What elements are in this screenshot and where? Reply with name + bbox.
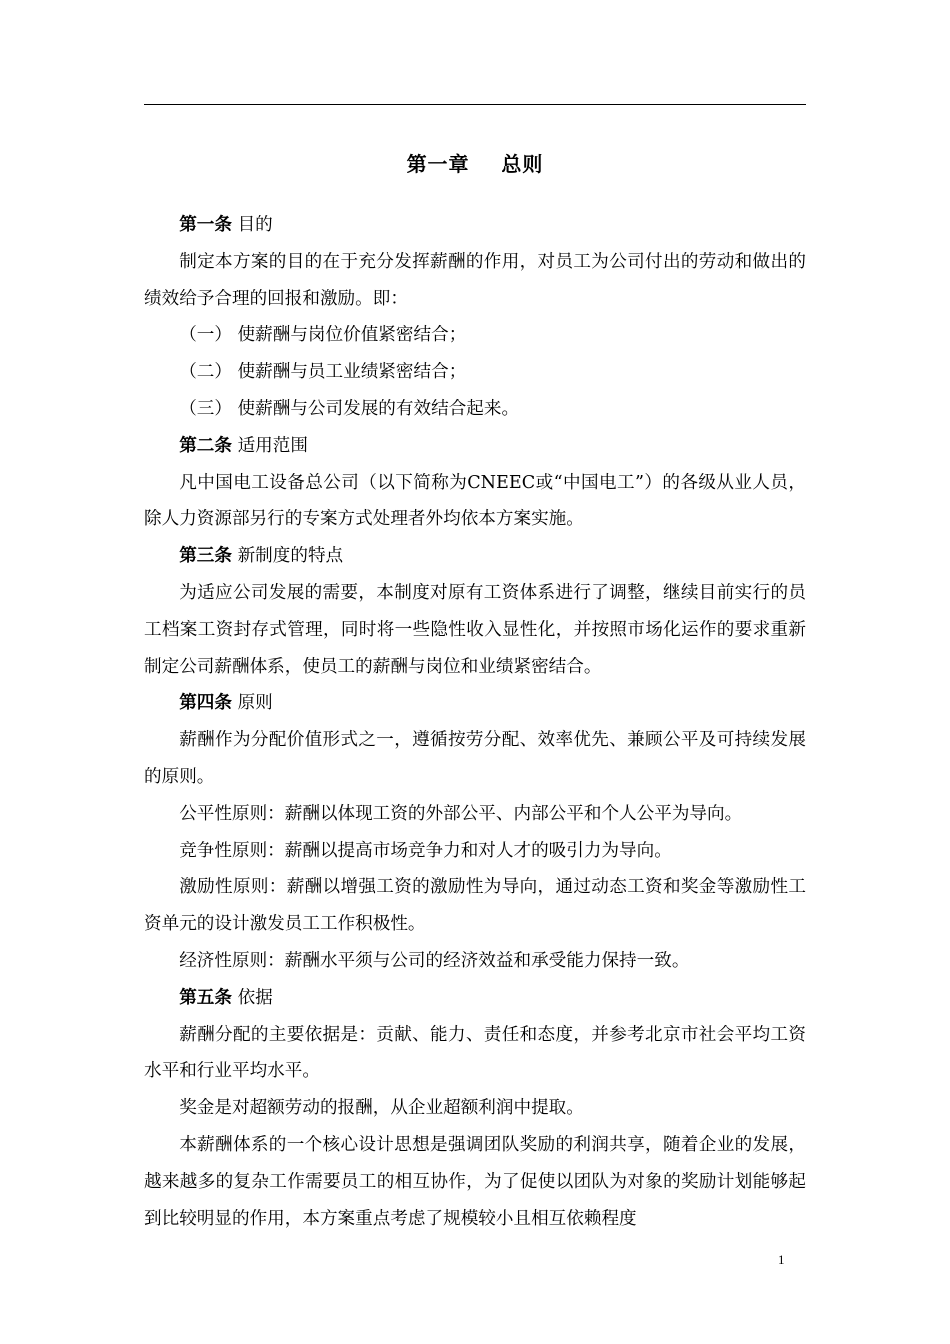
article-number: 第三条 bbox=[179, 546, 232, 567]
paragraph: 激励性原则：薪酬以增强工资的激励性为导向，通过动态工资和奖金等激励性工资单元的设计激发员工工作积极性。 bbox=[144, 877, 806, 935]
article-title: 原则 bbox=[237, 693, 273, 714]
paragraph: 本薪酬体系的一个核心设计思想是强调团队奖励的利润共享，随着企业的发展，越来越多的复杂工作需要员工的相互协作，为了促使以团队为对象的奖励计划能够起到比较明显的作用，本方案重点考虑了规模较小且相互依赖程度 bbox=[144, 1134, 806, 1229]
paragraph: 薪酬分配的主要依据是：贡献、能力、责任和态度，并参考北京市社会平均工资水平和行业平均水平。 bbox=[144, 1024, 806, 1082]
paragraph: 薪酬作为分配价值形式之一，遵循按劳分配、效率优先、兼顾公平及可持续发展的原则。 bbox=[144, 730, 806, 787]
paragraph: 为适应公司发展的需要，本制度对原有工资体系进行了调整，继续目前实行的员工档案工资封存式管理，同时将一些隐性收入显性化，并按照市场化运作的要求重新制定公司薪酬体系，使员工的薪酬与岗位和业绩紧密结合。 bbox=[144, 582, 806, 677]
list-item: （二） 使薪酬与员工业绩紧密结合； bbox=[179, 362, 467, 383]
article-heading bbox=[144, 207, 806, 244]
paragraph: 制定本方案的目的在于充分发挥薪酬的作用，对员工为公司付出的劳动和做出的绩效给予合理的回报和激励。即： bbox=[144, 251, 806, 309]
article-number: 第二条 bbox=[179, 435, 232, 456]
article-title: 适用范围 bbox=[237, 435, 308, 456]
chapter-title: 第一章 总则 bbox=[406, 152, 544, 176]
article-number: 第一条 bbox=[179, 215, 232, 235]
article-heading bbox=[144, 980, 806, 1017]
article-heading bbox=[144, 428, 806, 465]
body-text bbox=[144, 207, 806, 1237]
header-rule bbox=[144, 104, 806, 105]
paragraph: 凡中国电工设备总公司（以下简称为CNEEC或“中国电工”）的各级从业人员，除人力资源部另行的专案方式处理者外均依本方案实施。 bbox=[144, 472, 806, 530]
paragraph: 奖金是对超额劳动的报酬，从企业超额利润中提取。 bbox=[179, 1098, 584, 1119]
article-title: 新制度的特点 bbox=[237, 546, 344, 567]
paragraph: 公平性原则：薪酬以体现工资的外部公平、内部公平和个人公平为导向。 bbox=[179, 803, 743, 824]
page-number: 1 bbox=[778, 1252, 785, 1267]
article-number: 第五条 bbox=[179, 987, 232, 1008]
paragraph: 经济性原则：薪酬水平须与公司的经济效益和承受能力保持一致。 bbox=[179, 950, 690, 971]
article-title: 目的 bbox=[237, 215, 273, 235]
list-item: （一） 使薪酬与岗位价值紧密结合； bbox=[179, 325, 467, 346]
article-title: 依据 bbox=[237, 987, 273, 1008]
article-heading bbox=[144, 538, 806, 575]
paragraph: 竞争性原则：薪酬以提高市场竞争力和对人才的吸引力为导向。 bbox=[179, 840, 672, 861]
article-heading bbox=[144, 685, 806, 722]
list-item: （三） 使薪酬与公司发展的有效结合起来。 bbox=[179, 398, 520, 419]
article-number: 第四条 bbox=[179, 693, 232, 714]
